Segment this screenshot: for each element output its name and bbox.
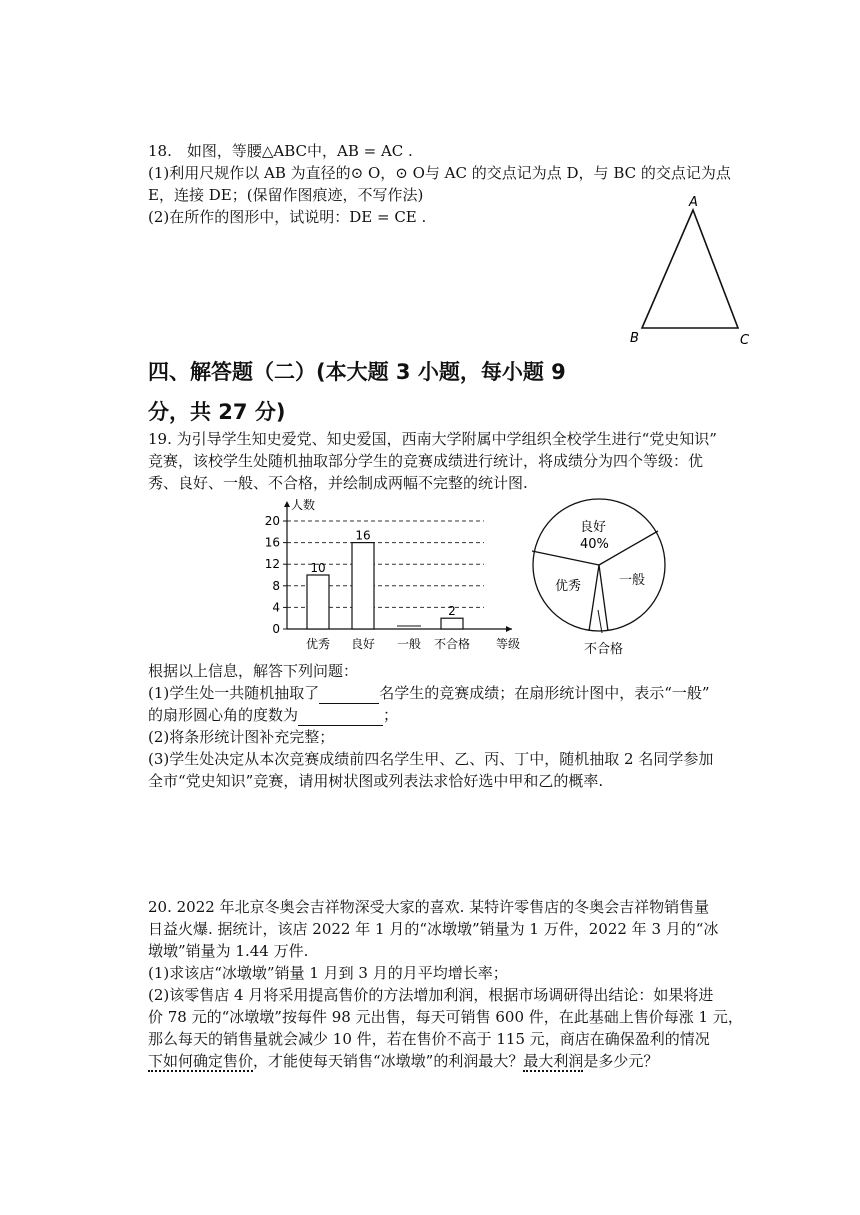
bar — [352, 543, 374, 629]
y-tick-label: 8 — [272, 578, 280, 593]
q20-part1: (1)求该店“冰墩墩”销量 1 月到 3 月的月平均增长率； — [148, 964, 508, 982]
y-tick-label: 0 — [272, 622, 280, 636]
q19-intro-end: 秀、良好、一般、不合格，并绘制成两幅不完整的统计图. — [148, 474, 528, 492]
q19-part1-text-a: (1)学生处一共随机抽取了 — [148, 684, 320, 702]
q20-intro-cont: 日益火爆. 据统计，该店 2022 年 1 月的“冰墩墩”销量为 1 万件，2022 年 3 月的“冰 — [148, 920, 719, 938]
q19-part1 — [148, 682, 710, 704]
q18-part2: (2)在所作的图形中，试说明：DE = CE . — [148, 208, 427, 226]
q20-part2-cont3 — [148, 1050, 658, 1072]
pie-label-good: 良好 — [580, 520, 607, 535]
vertex-b-label: B — [630, 331, 639, 346]
bar-value-label: 16 — [355, 528, 371, 543]
x-tick-label: 一般 — [396, 637, 422, 651]
pie-divider-4 — [589, 565, 599, 631]
x-axis-label: 等级 — [496, 637, 521, 651]
y-axis-label: 人数 — [291, 498, 316, 512]
section4-title: 四、解答题（二）(本大题 3 小题，每小题 9 — [148, 360, 566, 384]
q20-intro: 20. 2022 年北京冬奥会吉祥物深受大家的喜欢. 某特许零售店的冬奥会吉祥物销售量 — [148, 898, 710, 916]
x-tick-label: 不合格 — [433, 637, 471, 651]
answer-blank-count[interactable] — [319, 687, 379, 704]
x-axis-arrow — [506, 626, 512, 632]
q20-emphasis-price: 下如何确定售价 — [148, 1052, 254, 1070]
bar-value-label: 2 — [448, 604, 456, 619]
q19-intro: 19. 为引导学生知史爱党、知史爱国，西南大学附属中学组织全校学生进行“党史知识” — [148, 430, 717, 448]
pie-leader-line — [598, 610, 602, 633]
pie-label-fail: 不合格 — [584, 642, 624, 657]
q19-part1-text-b: 名学生的竞赛成绩；在扇形统计图中，表示“一般” — [379, 684, 710, 702]
bar — [307, 575, 329, 629]
q18-part1: (1)利用尺规作以 AB 为直径的⊙ O，⊙ O与 AC 的交点记为点 D，与 BC 的交点记为点 — [148, 164, 731, 182]
bar-chart — [262, 493, 532, 658]
vertex-a-label: A — [689, 195, 698, 210]
q18-intro: 18. 如图，等腰△ABC中，AB = AC . — [148, 142, 413, 160]
q20-part2-cont2: 那么每天的销售量就会减少 10 件，若在售价不高于 115 元，商店在确保盈利的情况 — [148, 1030, 710, 1048]
pie-divider-1 — [532, 551, 599, 565]
q20-intro-end: 墩墩”销量为 1.44 万件. — [148, 942, 309, 960]
q19-part3: (3)学生处决定从本次竞赛成绩前四名学生甲、乙、丙、丁中，随机抽取 2 名同学参加 — [148, 750, 714, 768]
bar — [441, 618, 463, 629]
pie-label-good-percent: 40% — [580, 537, 609, 552]
bar-value-label: 10 — [310, 561, 326, 575]
q20-text-end: 是多少元？ — [583, 1052, 659, 1070]
y-tick-label: 16 — [264, 535, 280, 550]
triangle-figure — [620, 190, 760, 350]
y-tick-label: 20 — [264, 514, 280, 528]
q19-part1-cont — [148, 704, 398, 726]
pie-label-excellent: 优秀 — [555, 579, 582, 594]
y-tick-label: 4 — [272, 600, 280, 615]
pie-chart — [528, 495, 688, 660]
y-axis-arrow — [284, 501, 290, 507]
q19-prompt: 根据以上信息，解答下列问题： — [148, 662, 359, 680]
q20-part2-cont1: 价 78 元的“冰墩墩”按每件 98 元出售，每天可销售 600 件，在此基础上售价每涨 1 元， — [148, 1008, 743, 1026]
y-tick-label: 12 — [264, 557, 280, 572]
pie-label-average: 一般 — [619, 573, 646, 588]
section4-title-cont: 分，共 27 分) — [148, 400, 286, 424]
x-tick-label: 优秀 — [305, 637, 331, 651]
q19-part1-text-d: ； — [383, 706, 399, 724]
q18-part1-cont: E，连接 DE；(保留作图痕迹，不写作法) — [148, 186, 424, 204]
q19-intro-cont: 竞赛，该校学生处随机抽取部分学生的竞赛成绩进行统计，将成绩分为四个等级：优 — [148, 452, 704, 470]
vertex-c-label: C — [740, 333, 750, 348]
q19-part2: (2)将条形统计图补充完整； — [148, 728, 335, 746]
answer-blank-angle[interactable] — [298, 709, 383, 726]
q20-text-mid: ，才能使每天销售“冰墩墩”的利润最大？ — [253, 1052, 524, 1070]
x-tick-label: 良好 — [350, 637, 376, 651]
q20-part2: (2)该零售店 4 月将采用提高售价的方法增加利润，根据市场调研得出结论：如果将进 — [148, 986, 714, 1004]
q20-emphasis-profit: 最大利润 — [523, 1052, 584, 1070]
q19-part1-text-c: 的扇形圆心角的度数为 — [148, 706, 299, 724]
q19-part3-cont: 全市“党史知识”竞赛，请用树状图或列表法求恰好选中甲和乙的概率. — [148, 772, 604, 790]
